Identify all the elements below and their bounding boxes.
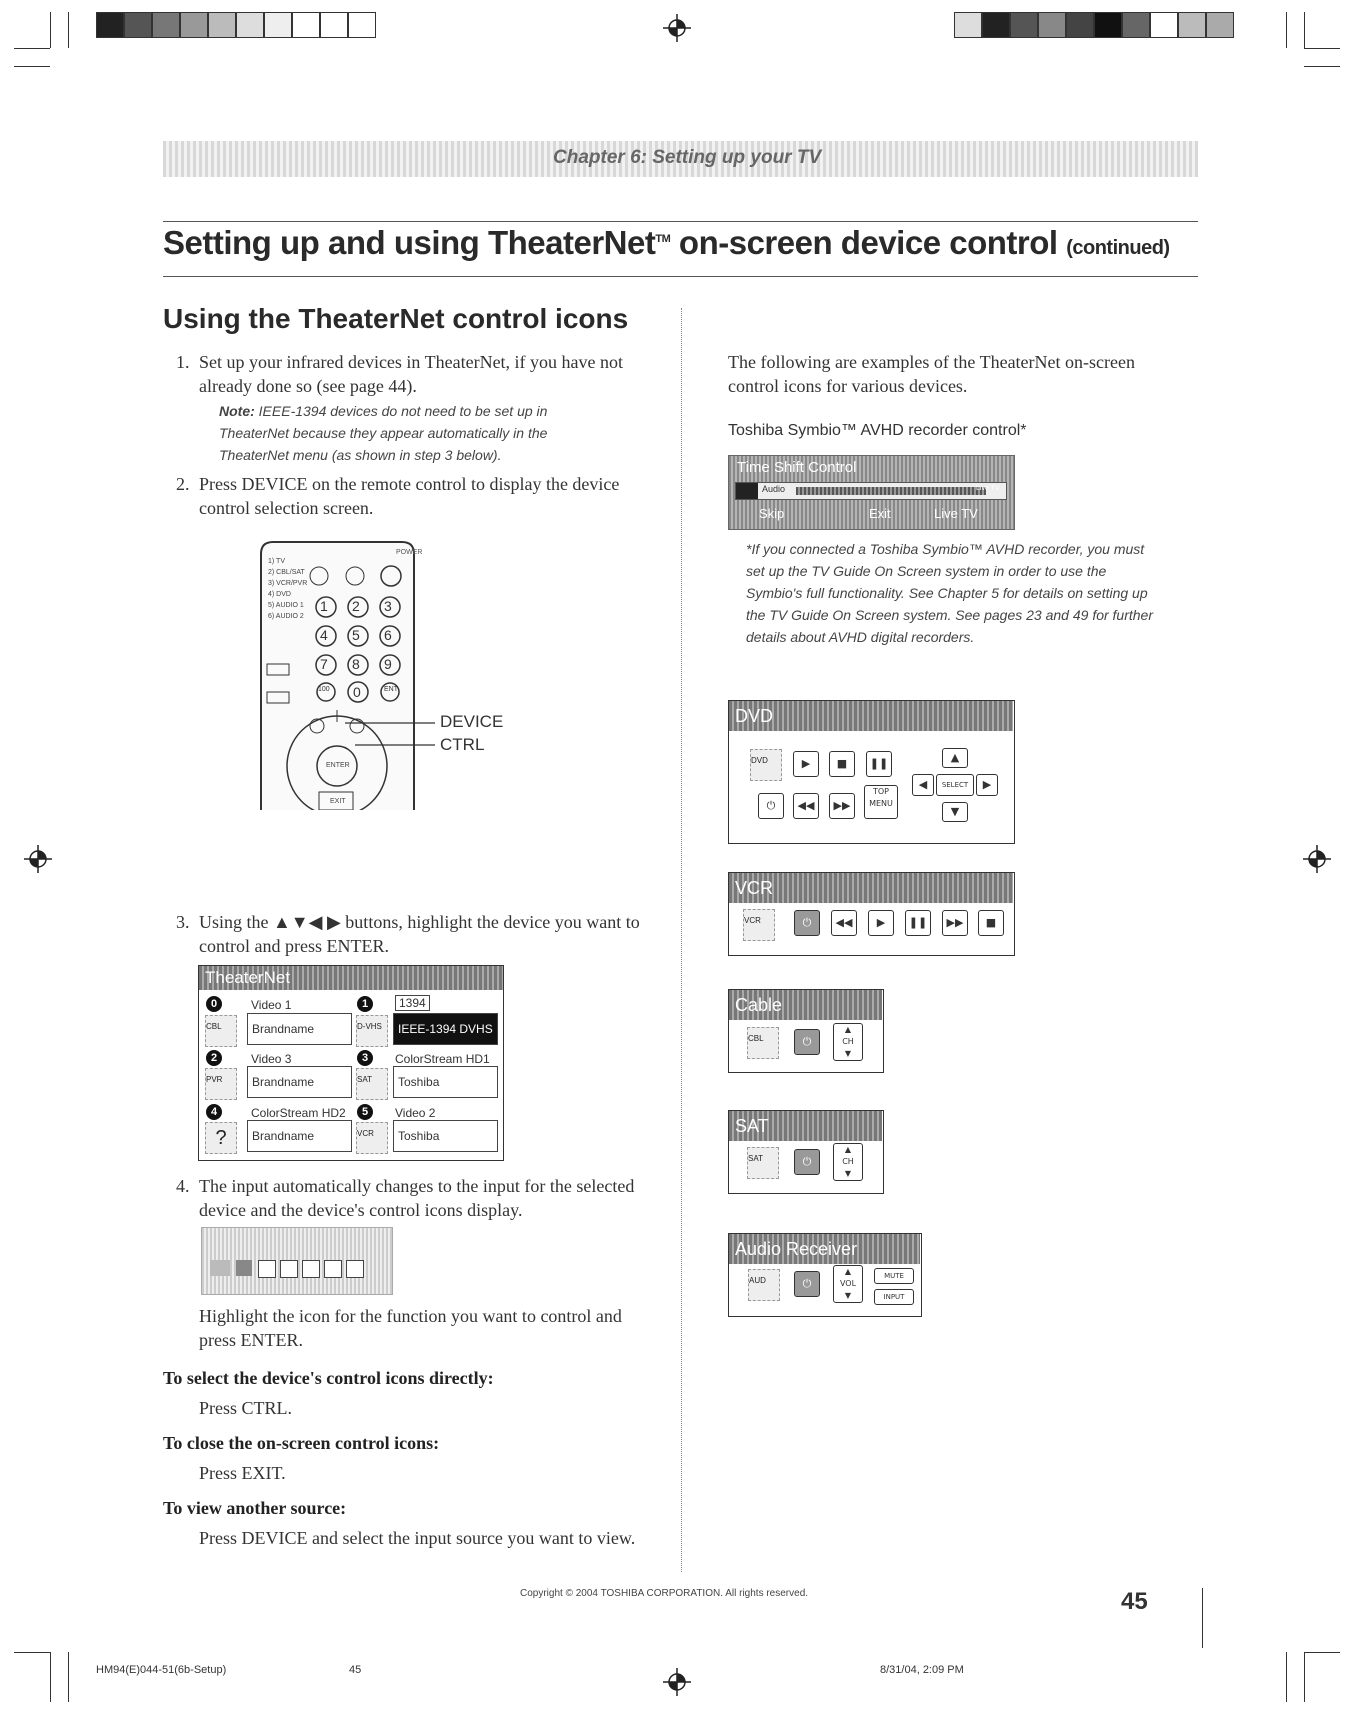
slug-file-name: HM94(E)044-51(6b-Setup)	[96, 1664, 227, 1676]
top-menu-button[interactable]: TOP MENU	[864, 785, 898, 819]
mute-button[interactable]: MUTE	[874, 1268, 914, 1284]
dvhs-deck-icon: D-VHS	[356, 1015, 388, 1047]
subhead-select-body: Press CTRL.	[199, 1398, 293, 1418]
crop-mark	[14, 66, 50, 67]
pause-button[interactable]: ❚❚	[866, 751, 892, 777]
time-shift-progress-bar	[735, 482, 1007, 500]
step-4b-text: Highlight the icon for the function you want to control and press ENTER.	[199, 1306, 622, 1350]
up-arrow-button[interactable]: ▲	[942, 748, 968, 768]
time-shift-title: Time Shift Control	[737, 459, 857, 476]
unknown-device-icon: ?	[205, 1122, 237, 1154]
step-2-text: Press DEVICE on the remote control to display the device control selection screen.	[199, 474, 620, 518]
device-select-box-highlighted[interactable]: IEEE-1394 DVHS	[393, 1013, 498, 1045]
registration-bar-left	[96, 12, 376, 36]
select-button[interactable]: SELECT	[936, 774, 974, 796]
remote-digit: 6	[384, 627, 392, 643]
remote-digit: 1	[320, 598, 328, 614]
rewind-icon	[258, 1260, 276, 1278]
stop-button[interactable]: ■	[829, 751, 855, 777]
vcr-icon	[210, 1260, 230, 1276]
right-intro: The following are examples of the TheaterNet on-screen control icons for various devices.	[728, 352, 1135, 396]
input-label: Video 2	[395, 1106, 436, 1120]
input-label: ColorStream HD2	[251, 1106, 346, 1120]
page-number-rule	[1202, 1588, 1203, 1648]
vcr-device-icon: VCR	[743, 909, 775, 941]
ctrl-callout: CTRL	[440, 735, 485, 754]
remote-digit: 2	[352, 598, 360, 614]
registration-target-icon	[663, 1668, 691, 1696]
audio-receiver-panel-title: Audio Receiver	[729, 1234, 920, 1264]
device-select-box[interactable]: Brandname	[247, 1013, 352, 1045]
subhead-view-source: To view another source:	[163, 1498, 347, 1518]
step-number: 3.	[176, 912, 190, 932]
device-select-box[interactable]: Brandname	[247, 1066, 352, 1098]
device-callout: DEVICE	[440, 712, 504, 731]
dvd-disc-icon: DVD	[750, 749, 782, 781]
audio-device-icon: AUD	[748, 1269, 780, 1301]
play-button[interactable]: ▶	[793, 751, 819, 777]
sat-device-icon: SAT	[747, 1147, 779, 1179]
play-button[interactable]: ▶	[868, 910, 894, 936]
page-title: Setting up and using TheaterNet™ on-screen device control (continued)	[163, 224, 1170, 261]
input-button[interactable]: INPUT	[874, 1289, 914, 1305]
step-number: 1.	[176, 352, 190, 372]
symbio-caption: Toshiba Symbio™ AVHD recorder control*	[728, 422, 1027, 439]
slug-date: 8/31/04, 2:09 PM	[880, 1664, 964, 1676]
registration-target-icon	[1303, 845, 1331, 873]
chapter-title: Chapter 6: Setting up your TV	[553, 147, 822, 168]
crop-mark	[1286, 1652, 1287, 1702]
power-button[interactable]: ⏻	[794, 1029, 820, 1055]
input-number-badge: 0	[206, 996, 222, 1012]
step-3-text: Using the ▲▼◀ ▶ buttons, highlight the device you want to control and press ENTER.	[199, 912, 640, 956]
remote-digit: 5	[352, 627, 360, 643]
remote-digit: 7	[320, 656, 328, 672]
remote-enter-label: ENTER	[326, 762, 350, 769]
copyright-footer: Copyright © 2004 TOSHIBA CORPORATION. All rights reserved.	[520, 1588, 809, 1599]
fast-forward-button[interactable]: ▶▶	[829, 793, 855, 819]
crop-mark	[14, 48, 50, 49]
crop-mark	[1304, 48, 1340, 49]
down-arrow-button[interactable]: ▼	[942, 802, 968, 822]
symbio-footnote: *If you connected a Toshiba Symbio™ AVHD recorder, you must set up the TV Guide On Screen system in order to use the Symbio's full functionality. See Chapter 5 for details on setting up the TV Guide On Screen system. See pages 23 and 49 for further details about AVHD digital recorders.	[746, 541, 1154, 645]
column-divider	[681, 308, 682, 1572]
title-rule-bottom	[163, 276, 1198, 277]
live-tv-label[interactable]: Live TV	[934, 506, 978, 521]
exit-label[interactable]: Exit	[869, 506, 891, 521]
chapter-band	[163, 141, 1198, 177]
crop-mark	[1304, 66, 1340, 67]
step-number: 2.	[176, 474, 190, 494]
cable-device-icon: CBL	[747, 1027, 779, 1059]
step-number: 4.	[176, 1176, 190, 1196]
crop-mark	[1304, 1652, 1340, 1653]
skip-label[interactable]: Skip	[759, 506, 785, 521]
pause-icon	[736, 483, 758, 499]
rewind-button[interactable]: ◀◀	[793, 793, 819, 819]
volume-up-down-button[interactable]: ▲ VOL ▼	[833, 1265, 863, 1303]
input-label: Video 1	[251, 998, 292, 1012]
section-heading: Using the TheaterNet control icons	[163, 303, 629, 334]
channel-up-down-button[interactable]: ▲ CH ▼	[833, 1023, 863, 1061]
device-select-box[interactable]: Toshiba	[393, 1120, 498, 1152]
input-number-badge: 3	[357, 1050, 373, 1066]
crop-mark	[68, 1652, 69, 1702]
crop-mark	[1304, 1652, 1305, 1702]
right-arrow-button[interactable]: ▶	[976, 774, 998, 796]
remote-digit: 9	[384, 656, 392, 672]
input-label: 1394	[395, 995, 430, 1011]
audio-label: Audio	[762, 484, 786, 494]
input-number-badge: 5	[357, 1104, 373, 1120]
remote-digit: 100	[318, 686, 330, 693]
device-select-box[interactable]: Brandname	[247, 1120, 352, 1152]
input-number-badge: 2	[206, 1050, 222, 1066]
input-number-badge: 4	[206, 1104, 222, 1120]
crop-mark	[1304, 12, 1305, 48]
input-label: ColorStream HD1	[395, 1052, 490, 1066]
pause-button[interactable]: ❚❚	[905, 910, 931, 936]
input-label: Video 3	[251, 1052, 292, 1066]
title-rule-top	[163, 221, 1198, 222]
crop-mark	[14, 1652, 50, 1653]
crop-mark	[50, 12, 51, 48]
crop-mark	[50, 1652, 51, 1702]
page-number: 45	[1121, 1588, 1148, 1615]
time-shift-buffer	[796, 487, 986, 495]
pause-icon	[302, 1260, 320, 1278]
theaternet-panel-title: TheaterNet	[199, 966, 503, 990]
pvr-icon: PVR	[205, 1068, 237, 1100]
slug-page: 45	[349, 1664, 362, 1676]
callout-lines	[345, 715, 435, 765]
remote-exit-label: EXIT	[330, 798, 346, 805]
vcr-control-strip-thumbnail	[201, 1227, 393, 1295]
device-select-box[interactable]: Toshiba	[393, 1066, 498, 1098]
power-button[interactable]: ⏻	[794, 1149, 820, 1175]
note: Note: IEEE-1394 devices do not need to be set up in TheaterNet because they appear automatically in the TheaterNet menu (as shown in step 3 below).	[219, 403, 548, 463]
sat-panel-title: SAT	[729, 1111, 882, 1141]
input-number-badge: 1	[357, 996, 373, 1012]
fast-forward-icon	[324, 1260, 342, 1278]
rewind-button[interactable]: ◀◀	[831, 910, 857, 936]
dvd-panel-title: DVD	[729, 701, 1013, 731]
subhead-close-body: Press EXIT.	[199, 1463, 286, 1483]
registration-target-icon	[24, 845, 52, 873]
satellite-icon: SAT	[356, 1068, 388, 1100]
subhead-view-body: Press DEVICE and select the input source you want to view.	[199, 1528, 636, 1548]
subhead-select-directly: To select the device's control icons directly:	[163, 1368, 494, 1388]
remote-digit: ENT	[384, 686, 398, 693]
remote-input-list: 1) TV 2) CBL/SAT 3) VCR/PVR 4) DVD 5) AUDIO 1 6) AUDIO 2	[268, 558, 308, 620]
remote-power-label: POWER	[396, 549, 423, 556]
registration-bar-right	[954, 12, 1234, 36]
play-icon	[280, 1260, 298, 1278]
power-button[interactable]: ⏻	[794, 910, 820, 936]
crop-mark	[68, 12, 69, 48]
cable-box-icon: CBL	[205, 1015, 237, 1047]
channel-up-down-button[interactable]: ▲ CH ▼	[833, 1143, 863, 1181]
subhead-close-icons: To close the on-screen control icons:	[163, 1433, 440, 1453]
fast-forward-button[interactable]: ▶▶	[942, 910, 968, 936]
step-4-text: The input automatically changes to the input for the selected device and the device's control icons display.	[199, 1176, 635, 1220]
time-shift-control-panel	[728, 455, 1015, 530]
step-1-text: Set up your infrared devices in TheaterNet, if you have not already done so (see page 44).	[199, 352, 624, 396]
cable-panel-title: Cable	[729, 990, 882, 1020]
live-tv-mini: Live TV	[976, 485, 1000, 492]
vcr-panel-title: VCR	[729, 873, 1013, 903]
power-button[interactable]: ⏻	[758, 793, 784, 819]
stop-button[interactable]: ■	[978, 910, 1004, 936]
remote-digit: 3	[384, 598, 392, 614]
registration-target-icon	[663, 14, 691, 42]
power-button[interactable]: ⏻	[794, 1271, 820, 1297]
remote-digit: 0	[353, 684, 361, 700]
remote-digit: 8	[352, 656, 360, 672]
vcr-icon: VCR	[356, 1122, 388, 1154]
stop-icon	[346, 1260, 364, 1278]
power-icon	[236, 1260, 252, 1276]
crop-mark	[1286, 12, 1287, 48]
left-arrow-button[interactable]: ◀	[912, 774, 934, 796]
remote-digit: 4	[320, 627, 328, 643]
